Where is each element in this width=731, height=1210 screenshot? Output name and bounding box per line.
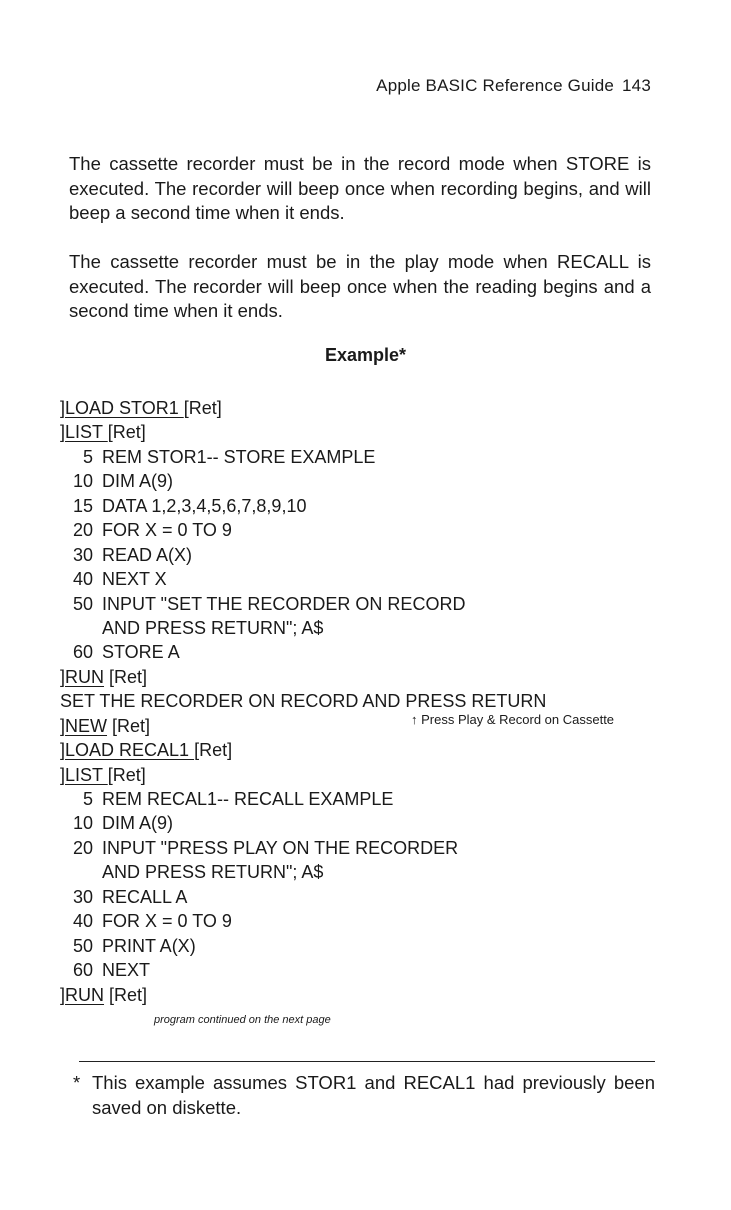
code-line: 50 INPUT "SET THE RECORDER ON RECORD (60, 592, 546, 616)
command-text: NEW (65, 715, 108, 736)
code-line-continuation: AND PRESS RETURN"; A$ (102, 862, 324, 883)
command-text: LIST (65, 764, 108, 785)
command-text: RUN (65, 984, 105, 1005)
line-number: 5 (82, 446, 93, 467)
command-text: LIST (65, 422, 108, 443)
code-line: 30 READ A(X) (60, 543, 546, 567)
code-line: 40 NEXT X (60, 567, 546, 591)
line-number: 40 (72, 911, 93, 932)
running-head (376, 76, 651, 96)
footnote-rule (79, 1061, 655, 1062)
code-line: ]LOAD STOR1 [Ret] (60, 398, 222, 418)
line-number: 20 (72, 837, 93, 858)
code-line: 50 PRINT A(X) (60, 934, 546, 958)
paragraph-recall: The cassette recorder must be in the play mode when RECALL is executed. The recorder will beep once when the reading begins and a second time when it ends. (69, 251, 651, 321)
command-text: LOAD STOR1 (65, 398, 184, 418)
footnote (73, 1071, 655, 1120)
code-line: 40 FOR X = 0 TO 9 (60, 909, 546, 933)
code-line: 60 NEXT (60, 958, 546, 982)
code-line-continuation: AND PRESS RETURN"; A$ (102, 617, 324, 638)
code-line: ]LIST [Ret] (60, 422, 146, 443)
line-number: 50 (72, 935, 93, 956)
code-line: ]LIST [Ret] (60, 764, 146, 785)
line-number: 40 (72, 569, 93, 590)
code-line: 60 STORE A (60, 640, 546, 664)
footnote-text: This example assumes STOR1 and RECAL1 had previously been saved on diskette. (92, 1072, 655, 1118)
code-line: ]LOAD RECAL1 [Ret] (60, 740, 233, 761)
command-text: LOAD RECAL1 (65, 740, 195, 761)
line-number: 20 (72, 520, 93, 541)
code-line: 20 FOR X = 0 TO 9 (60, 518, 546, 542)
line-number: 5 (82, 789, 93, 809)
line-number: 10 (72, 471, 93, 492)
line-number: 30 (72, 544, 93, 565)
code-line: 30 RECALL A (60, 885, 546, 909)
code-line: ]RUN [Ret] (60, 984, 148, 1005)
code-line: 10 DIM A(9) (60, 469, 546, 493)
cassette-note: ↑ Press Play & Record on Cassette (411, 712, 615, 727)
line-number: 60 (72, 642, 93, 663)
command-text: RUN (65, 666, 105, 687)
paragraph-store: The cassette recorder must be in the record mode when STORE is executed. The recorder will beep once when recording begins, and will beep a second time when it ends. (69, 153, 651, 223)
page-number: 143 (622, 76, 651, 95)
code-line: 10 DIM A(9) (60, 811, 546, 835)
code-line: 5 REM STOR1-- STORE EXAMPLE (60, 445, 546, 469)
code-line: 5 REM RECAL1-- RECALL EXAMPLE (60, 787, 546, 811)
line-number: 50 (72, 593, 93, 614)
line-number: 30 (72, 886, 93, 907)
footnote-marker: * (73, 1072, 81, 1093)
code-line: 15 DATA 1,2,3,4,5,6,7,8,9,10 (60, 494, 546, 518)
code-line: ]RUN [Ret] (60, 666, 148, 687)
line-number: 60 (72, 960, 93, 981)
example-heading: Example* (324, 345, 407, 365)
program-output-line: SET THE RECORDER ON RECORD AND PRESS RETURN (60, 691, 547, 712)
line-number: 10 (72, 813, 93, 834)
code-line: ]NEW [Ret] (60, 715, 151, 736)
code-listing (60, 396, 546, 1007)
code-line: 20 INPUT "PRESS PLAY ON THE RECORDER (60, 836, 546, 860)
continued-note: program continued on the next page (154, 1014, 331, 1026)
header-title: Apple BASIC Reference Guide (376, 76, 615, 95)
line-number: 15 (72, 495, 93, 516)
